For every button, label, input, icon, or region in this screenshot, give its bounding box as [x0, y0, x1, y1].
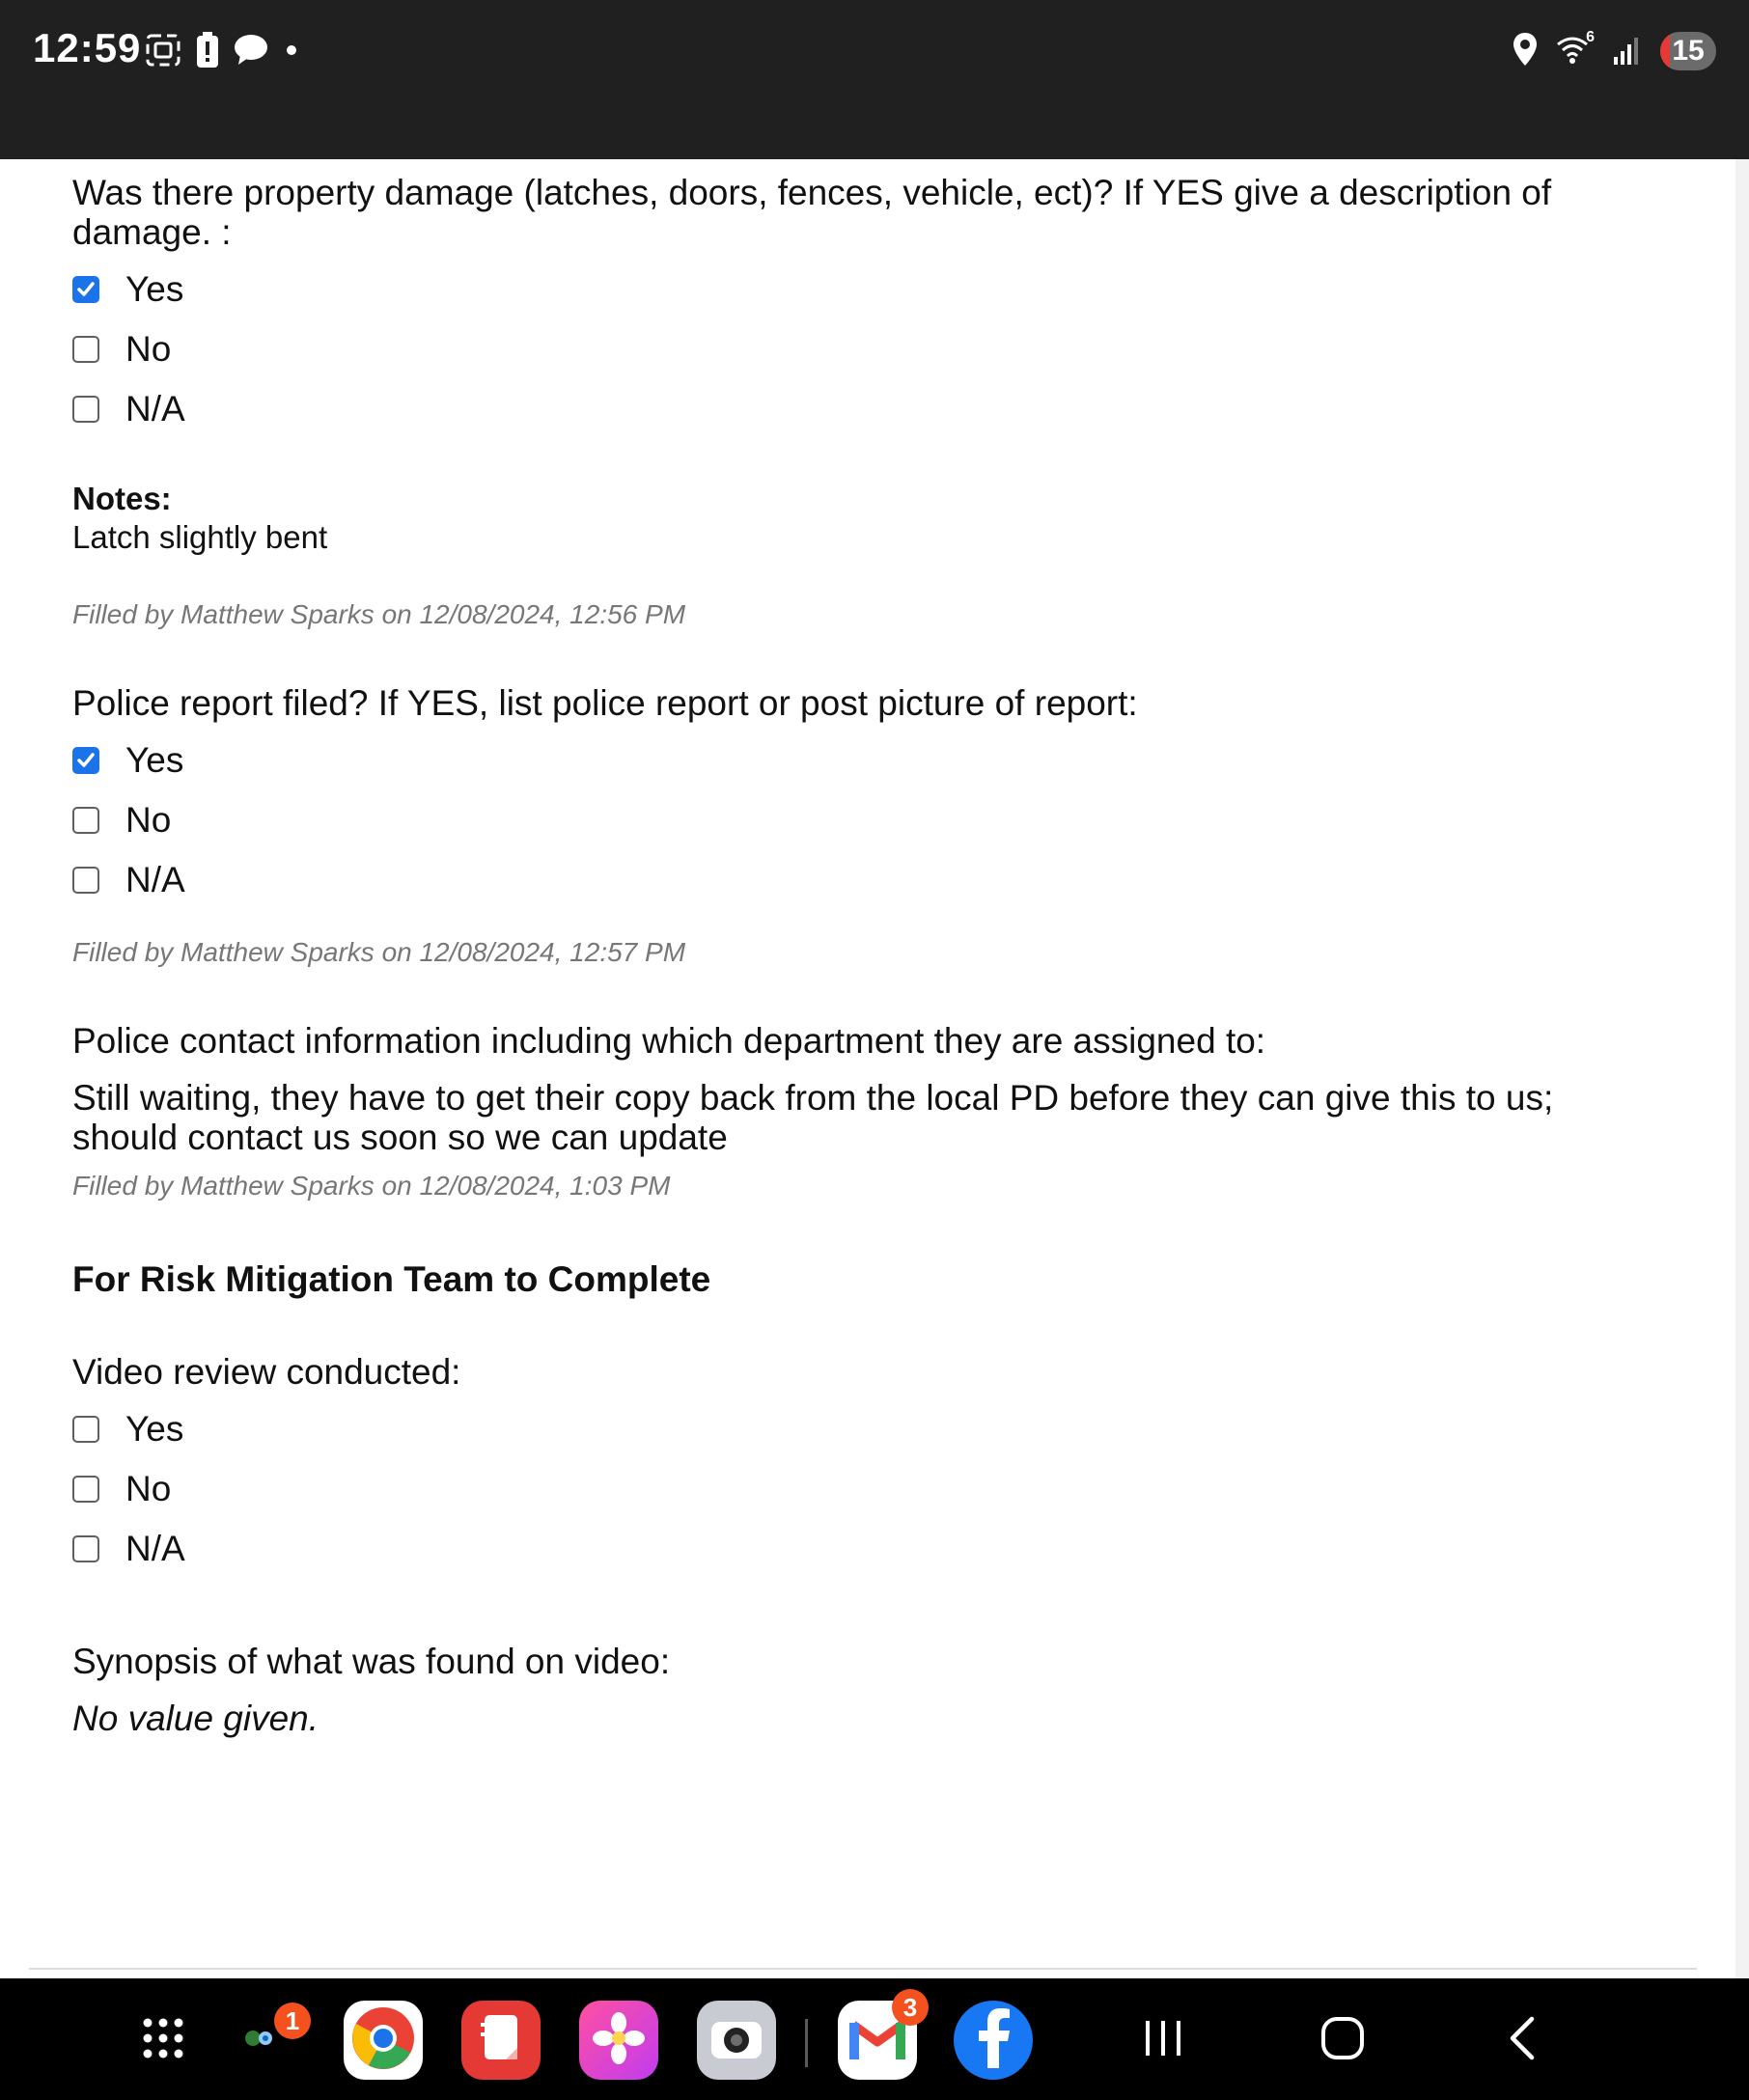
back-icon	[1503, 2015, 1541, 2066]
notification-badge: 3	[892, 1989, 929, 2026]
recents-button[interactable]	[1129, 2011, 1197, 2069]
checkbox[interactable]	[72, 1476, 99, 1503]
wifi-label: 6	[1586, 28, 1595, 45]
checkbox[interactable]	[72, 396, 99, 423]
option-yes[interactable]	[72, 1399, 1617, 1459]
property-damage-options	[72, 260, 1617, 439]
filled-by-text: Filled by Matthew Sparks on 12/08/2024, 1:03 PM	[72, 1171, 671, 1201]
option-label: No	[125, 800, 172, 840]
property-damage-notes	[72, 481, 327, 556]
option-label: No	[125, 1469, 172, 1508]
flower-icon	[592, 2011, 646, 2070]
camera-icon	[708, 2014, 765, 2067]
gallery-app[interactable]	[579, 2001, 658, 2080]
option-label: No	[125, 329, 172, 369]
notification-icons	[145, 33, 301, 71]
back-button[interactable]	[1488, 2011, 1556, 2069]
notes-icon	[477, 2011, 525, 2070]
option-label: Yes	[125, 740, 184, 780]
battery-indicator	[1660, 32, 1716, 70]
option-yes[interactable]	[72, 731, 1617, 790]
dot-icon	[282, 41, 301, 65]
battery-level: 15	[1672, 35, 1705, 67]
video-review-question: Video review conducted:	[72, 1352, 461, 1392]
gmail-app[interactable]	[838, 1992, 918, 2080]
police-contact-question: Police contact information including which department they are assigned to:	[72, 1021, 1266, 1061]
option-no[interactable]	[72, 319, 1617, 379]
option-yes[interactable]	[72, 260, 1617, 319]
property-damage-question: Was there property damage (latches, doors, fences, vehicle, ect)? If YES give a description of damage. :	[72, 173, 1552, 252]
battery-alert-icon	[195, 32, 220, 73]
option-label: Yes	[125, 1409, 184, 1449]
checkbox[interactable]	[72, 336, 99, 363]
app-drawer-button[interactable]	[124, 2001, 203, 2080]
divider	[29, 1968, 1697, 1970]
video-review-options	[72, 1399, 1617, 1579]
clock: 12:59	[33, 25, 142, 70]
gmail-icon	[847, 2015, 907, 2066]
property-damage-section	[72, 173, 1617, 439]
app-folder[interactable]	[224, 2001, 303, 2080]
checkbox[interactable]	[72, 807, 99, 834]
status-bar	[0, 0, 1749, 159]
notes-label: Notes:	[72, 481, 172, 516]
notes-app[interactable]	[461, 2001, 541, 2080]
option-label: Yes	[125, 269, 184, 309]
risk-section-title: For Risk Mitigation Team to Complete	[72, 1259, 711, 1299]
option-na[interactable]	[72, 379, 1617, 439]
home-icon	[1319, 2015, 1366, 2066]
video-review-section	[72, 1352, 1617, 1579]
checkbox-checked[interactable]	[72, 747, 99, 774]
chat-bubble-icon	[234, 34, 268, 71]
police-report-options	[72, 731, 1617, 910]
police-contact-answer: Still waiting, they have to get their copy back from the local PD before they can give this to us; should contact us soon so we can update	[72, 1078, 1554, 1157]
grid-icon	[140, 2015, 186, 2066]
option-no[interactable]	[72, 1459, 1617, 1519]
option-no[interactable]	[72, 790, 1617, 850]
facebook-icon	[974, 2008, 1013, 2073]
option-na[interactable]	[72, 1519, 1617, 1579]
notification-badge: 1	[274, 2003, 311, 2039]
home-button[interactable]	[1309, 2011, 1376, 2069]
navigation-bar	[0, 1978, 1749, 2100]
video-synopsis-answer: No value given.	[72, 1699, 319, 1738]
chrome-app[interactable]	[344, 2001, 423, 2080]
option-na[interactable]	[72, 850, 1617, 910]
scrollbar-track[interactable]	[1735, 159, 1749, 1978]
police-report-section	[72, 683, 1617, 910]
location-icon	[1512, 32, 1539, 71]
police-report-question: Police report filed? If YES, list police report or post picture of report:	[72, 683, 1138, 723]
video-synopsis-section	[72, 1642, 1617, 1739]
police-contact-section	[72, 1021, 1617, 1202]
filled-by-text: Filled by Matthew Sparks on 12/08/2024, 12:57 PM	[72, 937, 686, 967]
video-synopsis-question: Synopsis of what was found on video:	[72, 1642, 671, 1681]
signal-icon	[1612, 34, 1643, 69]
checkbox[interactable]	[72, 1535, 99, 1562]
screenshot-icon	[145, 33, 181, 72]
camera-app[interactable]	[697, 2001, 776, 2080]
system-icons	[1512, 29, 1716, 73]
checkbox[interactable]	[72, 867, 99, 894]
filled-by-text: Filled by Matthew Sparks on 12/08/2024, 12:56 PM	[72, 599, 686, 629]
facebook-app[interactable]	[954, 2001, 1033, 2080]
option-label: N/A	[125, 389, 185, 428]
wifi-icon	[1556, 28, 1595, 70]
dock-divider	[805, 2019, 808, 2067]
checkbox[interactable]	[72, 1416, 99, 1443]
option-label: N/A	[125, 860, 185, 899]
notes-text: Latch slightly bent	[72, 519, 328, 555]
option-label: N/A	[125, 1529, 185, 1568]
chrome-icon	[349, 2004, 417, 2077]
checkbox-checked[interactable]	[72, 276, 99, 303]
recents-icon	[1142, 2017, 1184, 2064]
